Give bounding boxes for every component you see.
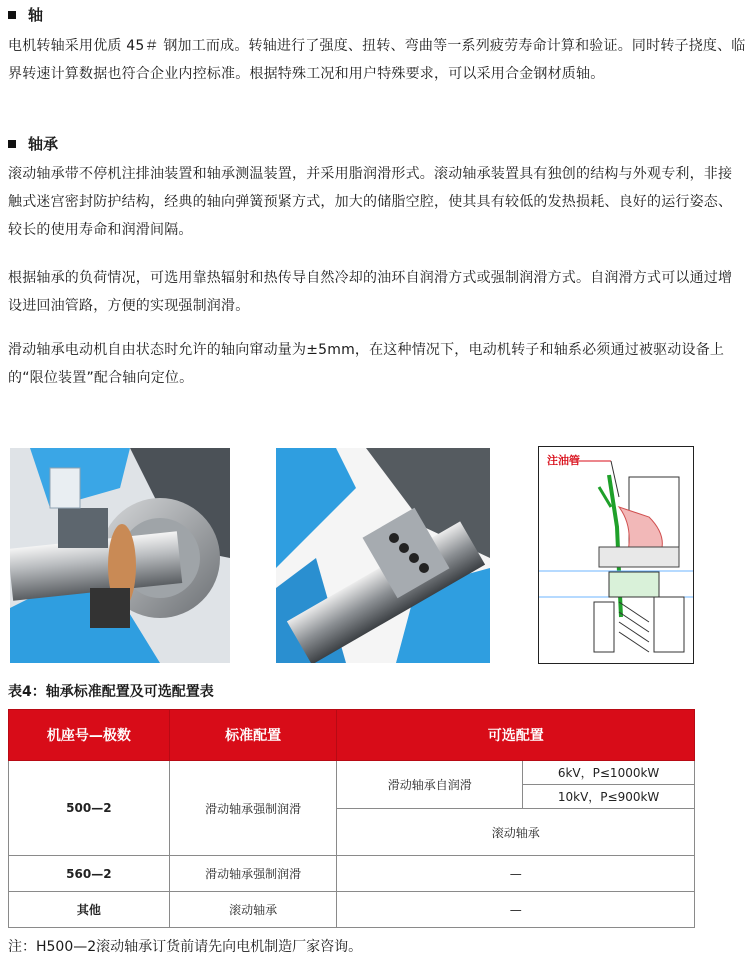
table-header-row	[9, 710, 695, 761]
row1-option-a-10kv: 10kV，P≤900kW	[523, 785, 695, 809]
row2-optional: —	[337, 856, 695, 892]
row3-optional: —	[337, 892, 695, 928]
row1-standard: 滑动轴承强制润滑	[169, 761, 337, 856]
row1-option-a-6kv: 6kV，P≤1000kW	[523, 761, 695, 785]
bearing-cutaway-image-2	[276, 448, 490, 663]
square-bullet-icon	[8, 11, 16, 19]
section-bearing-heading	[8, 133, 58, 154]
oil-pipe-label: 注油管	[547, 454, 580, 467]
footnote: 注：H500—2滚动轴承订货前请先向电机制造厂家咨询。	[8, 939, 363, 955]
bearing-paragraph-2: 根据轴承的负荷情况，可选用靠热辐射和热传导自然冷却的油环自润滑方式或强制润滑方式。自润滑方式可以通过增设进回油管路，方便的实现强制润滑。	[8, 270, 733, 314]
bearing-config-table	[8, 709, 695, 928]
row2-standard: 滑动轴承强制润滑	[169, 856, 337, 892]
row3-standard: 滚动轴承	[169, 892, 337, 928]
shaft-paragraph: 电机转轴采用优质 45＃ 钢加工而成。转轴进行了强度、扭转、弯曲等一系列疲劳寿命计算和验证。同时转子挠度、临界转速计算数据也符合企业内控标准。根据特殊工况和用户特殊要求，可以采用合金钢材质轴。	[8, 38, 746, 82]
row1-frame: 500—2	[9, 761, 170, 856]
row1-option-a: 滑动轴承自润滑	[337, 761, 523, 809]
row2-frame: 560—2	[9, 856, 170, 892]
table-row	[9, 761, 695, 785]
bearing-paragraph-3: 滑动轴承电动机自由状态时允许的轴向窜动量为±5mm，在这种情况下，电动机转子和轴系必须通过被驱动设备上的“限位装置”配合轴向定位。	[8, 342, 725, 386]
bearing-cutaway-image-1	[10, 448, 230, 663]
row1-option-b: 滚动轴承	[337, 809, 695, 856]
section-shaft-heading	[8, 4, 43, 25]
bearing-paragraph-1: 滚动轴承带不停机注排油装置和轴承测温装置，并采用脂润滑形式。滚动轴承装置具有独创的结构与外观专利，非接触式迷宫密封防护结构，经典的轴向弹簧预紧方式，加大的储脂空腔，使其具有较低的发热损耗、良好的运行姿态、较长的使用寿命和润滑间隔。	[8, 166, 733, 238]
header-standard: 标准配置	[169, 710, 337, 761]
header-optional: 可选配置	[337, 710, 695, 761]
header-frame: 机座号—极数	[9, 710, 170, 761]
section-bearing-title: 轴承	[28, 135, 59, 153]
row3-frame: 其他	[9, 892, 170, 928]
table-row	[9, 856, 695, 892]
table-row	[9, 892, 695, 928]
oil-pipe-diagram	[538, 446, 694, 664]
section-shaft-title: 轴	[28, 6, 44, 24]
table-caption: 表4：轴承标准配置及可选配置表	[8, 684, 214, 700]
square-bullet-icon	[8, 140, 16, 148]
